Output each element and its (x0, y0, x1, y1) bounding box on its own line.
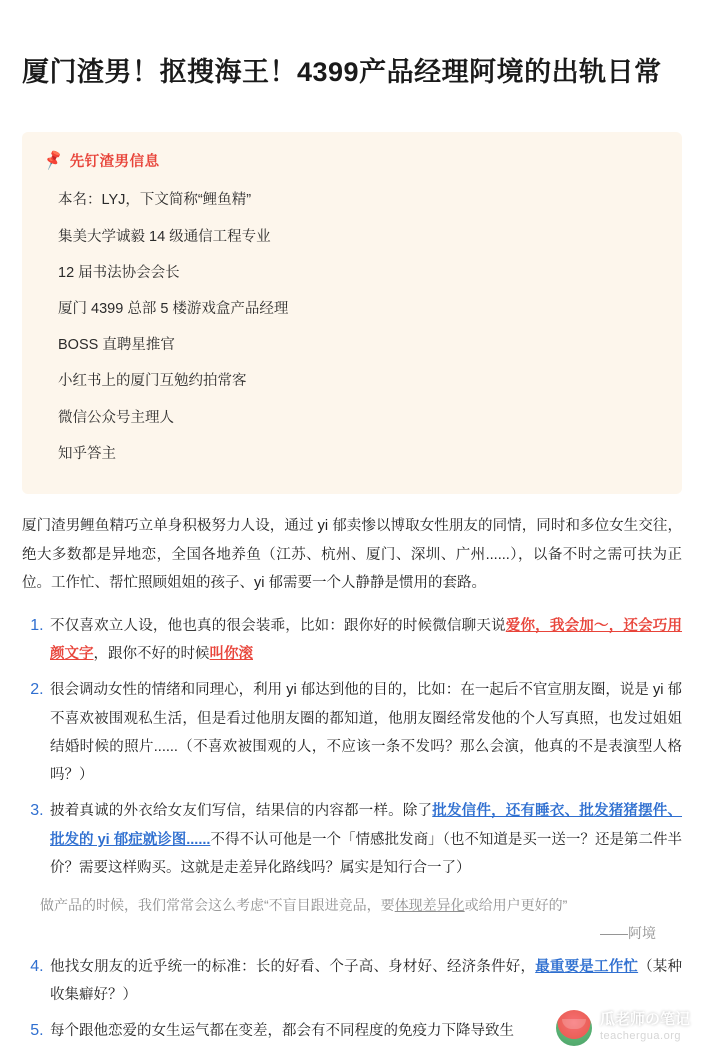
text-run: 披着真诚的外衣给女友们写信，结果信的内容都一样。除了 (50, 803, 433, 820)
info-line: 12 届书法协会会长 (58, 264, 180, 281)
list-item (48, 1017, 682, 1045)
list-item (48, 953, 682, 1010)
text-run: 不得不认可他是一个「情感批发商」（也不知道是买一送一？还是第二件半价？需要这样购买。这就是走差异化路线吗？属实是知行合一了） (50, 831, 682, 876)
info-card-heading: 先钉渣男信息 (69, 153, 160, 170)
highlight-blue-underline: 最重要是工作忙 (535, 958, 639, 975)
list-item-body (50, 612, 682, 669)
numbered-list-part-2 (22, 953, 682, 1046)
info-line: 集美大学诚毅 14 级通信工程专业 (58, 228, 271, 245)
info-card (22, 132, 682, 495)
watermark-title: 瓜老师の笔记 (599, 1011, 690, 1029)
highlight-red-underline: 叫你滚 (209, 645, 253, 662)
quote-block (40, 892, 682, 919)
list-item (48, 612, 682, 669)
text-run: ，跟你不好的时候 (93, 645, 210, 662)
info-line: 厦门 4399 总部 5 楼游戏盒产品经理 (58, 300, 289, 317)
text-run: 很会调动女性的情绪和同理心，利用 yi 郁达到他的目的，比如：在一起后不官宣朋友圈，说是 yi 郁不喜欢被围观私生活，但是看过他朋友圈的都知道，他朋友圈经常发他的个人写真照，也发过姐姐结婚时候的照片......（不喜欢被围观的人，不应该一条不发吗？那么会演，他真的不是表演型人格吗？） (50, 682, 682, 784)
text-run: 不仅喜欢立人设，他也真的很会装乖，比如：跟你好的时候微信聊天说 (50, 617, 506, 634)
list-item-body (50, 953, 682, 1010)
info-line: 小红书上的厦门互勉约拍常客 (58, 373, 247, 390)
intro-paragraph: 厦门渣男鲤鱼精巧立单身积极努力人设，通过 yi 郁卖惨以博取女性朋友的同情，同时和多位女生交往，绝大多数都是异地恋，全国各地养鱼（江苏、杭州、厦门、深圳、广州......），以备不时之需可扶为正位。工作忙、帮忙照顾姐姐的孩子、yi 郁需要一个人静静是惯用的套路。 (22, 518, 682, 591)
highlight-blue-underline: 批发信件，还有睡衣、批发猪猪摆件、批发的 yi 郁症就诊图...... (50, 803, 683, 848)
quote-after: 或给用户更好的” (464, 897, 568, 914)
numbered-list-part-1 (22, 612, 682, 882)
info-line: 本名：LYJ，下文简称“鲤鱼精” (58, 192, 252, 209)
text-run: 他找女朋友的近乎统一的标准：长的好看、个子高、身材好、经济条件好， (50, 958, 536, 975)
list-item-body (50, 1017, 682, 1045)
info-line: 微信公众号主理人 (58, 409, 174, 426)
quote-underlined: 体现差异化 (394, 897, 465, 914)
text-run: 每个跟他恋爱的女生运气都在变差，都会有不同程度的免疫力下降导致生 (50, 1023, 514, 1040)
list-item-body (50, 676, 682, 789)
quote-signature: ——阿境 (600, 924, 656, 941)
info-line: 知乎答主 (58, 445, 116, 462)
text-run: （某种收集癖好？） (50, 958, 683, 1003)
watermark-subtitle: teachergua.org (599, 1030, 681, 1042)
highlight-red-underline: 爱你，我会加～，还会巧用颜文字 (50, 617, 683, 662)
list-item (48, 676, 682, 789)
info-card-header (41, 149, 660, 172)
pin-icon: 📌 (41, 149, 66, 172)
info-line: BOSS 直聘星推官 (58, 337, 175, 354)
list-item (48, 797, 682, 882)
list-item-body (50, 797, 682, 882)
page-title: 厦门渣男！抠搜海王！4399产品经理阿境的出轨日常 (22, 57, 662, 88)
quote-before: 做产品的时候，我们常常会这么考虑“不盲目跟进竞品，要 (40, 897, 395, 914)
